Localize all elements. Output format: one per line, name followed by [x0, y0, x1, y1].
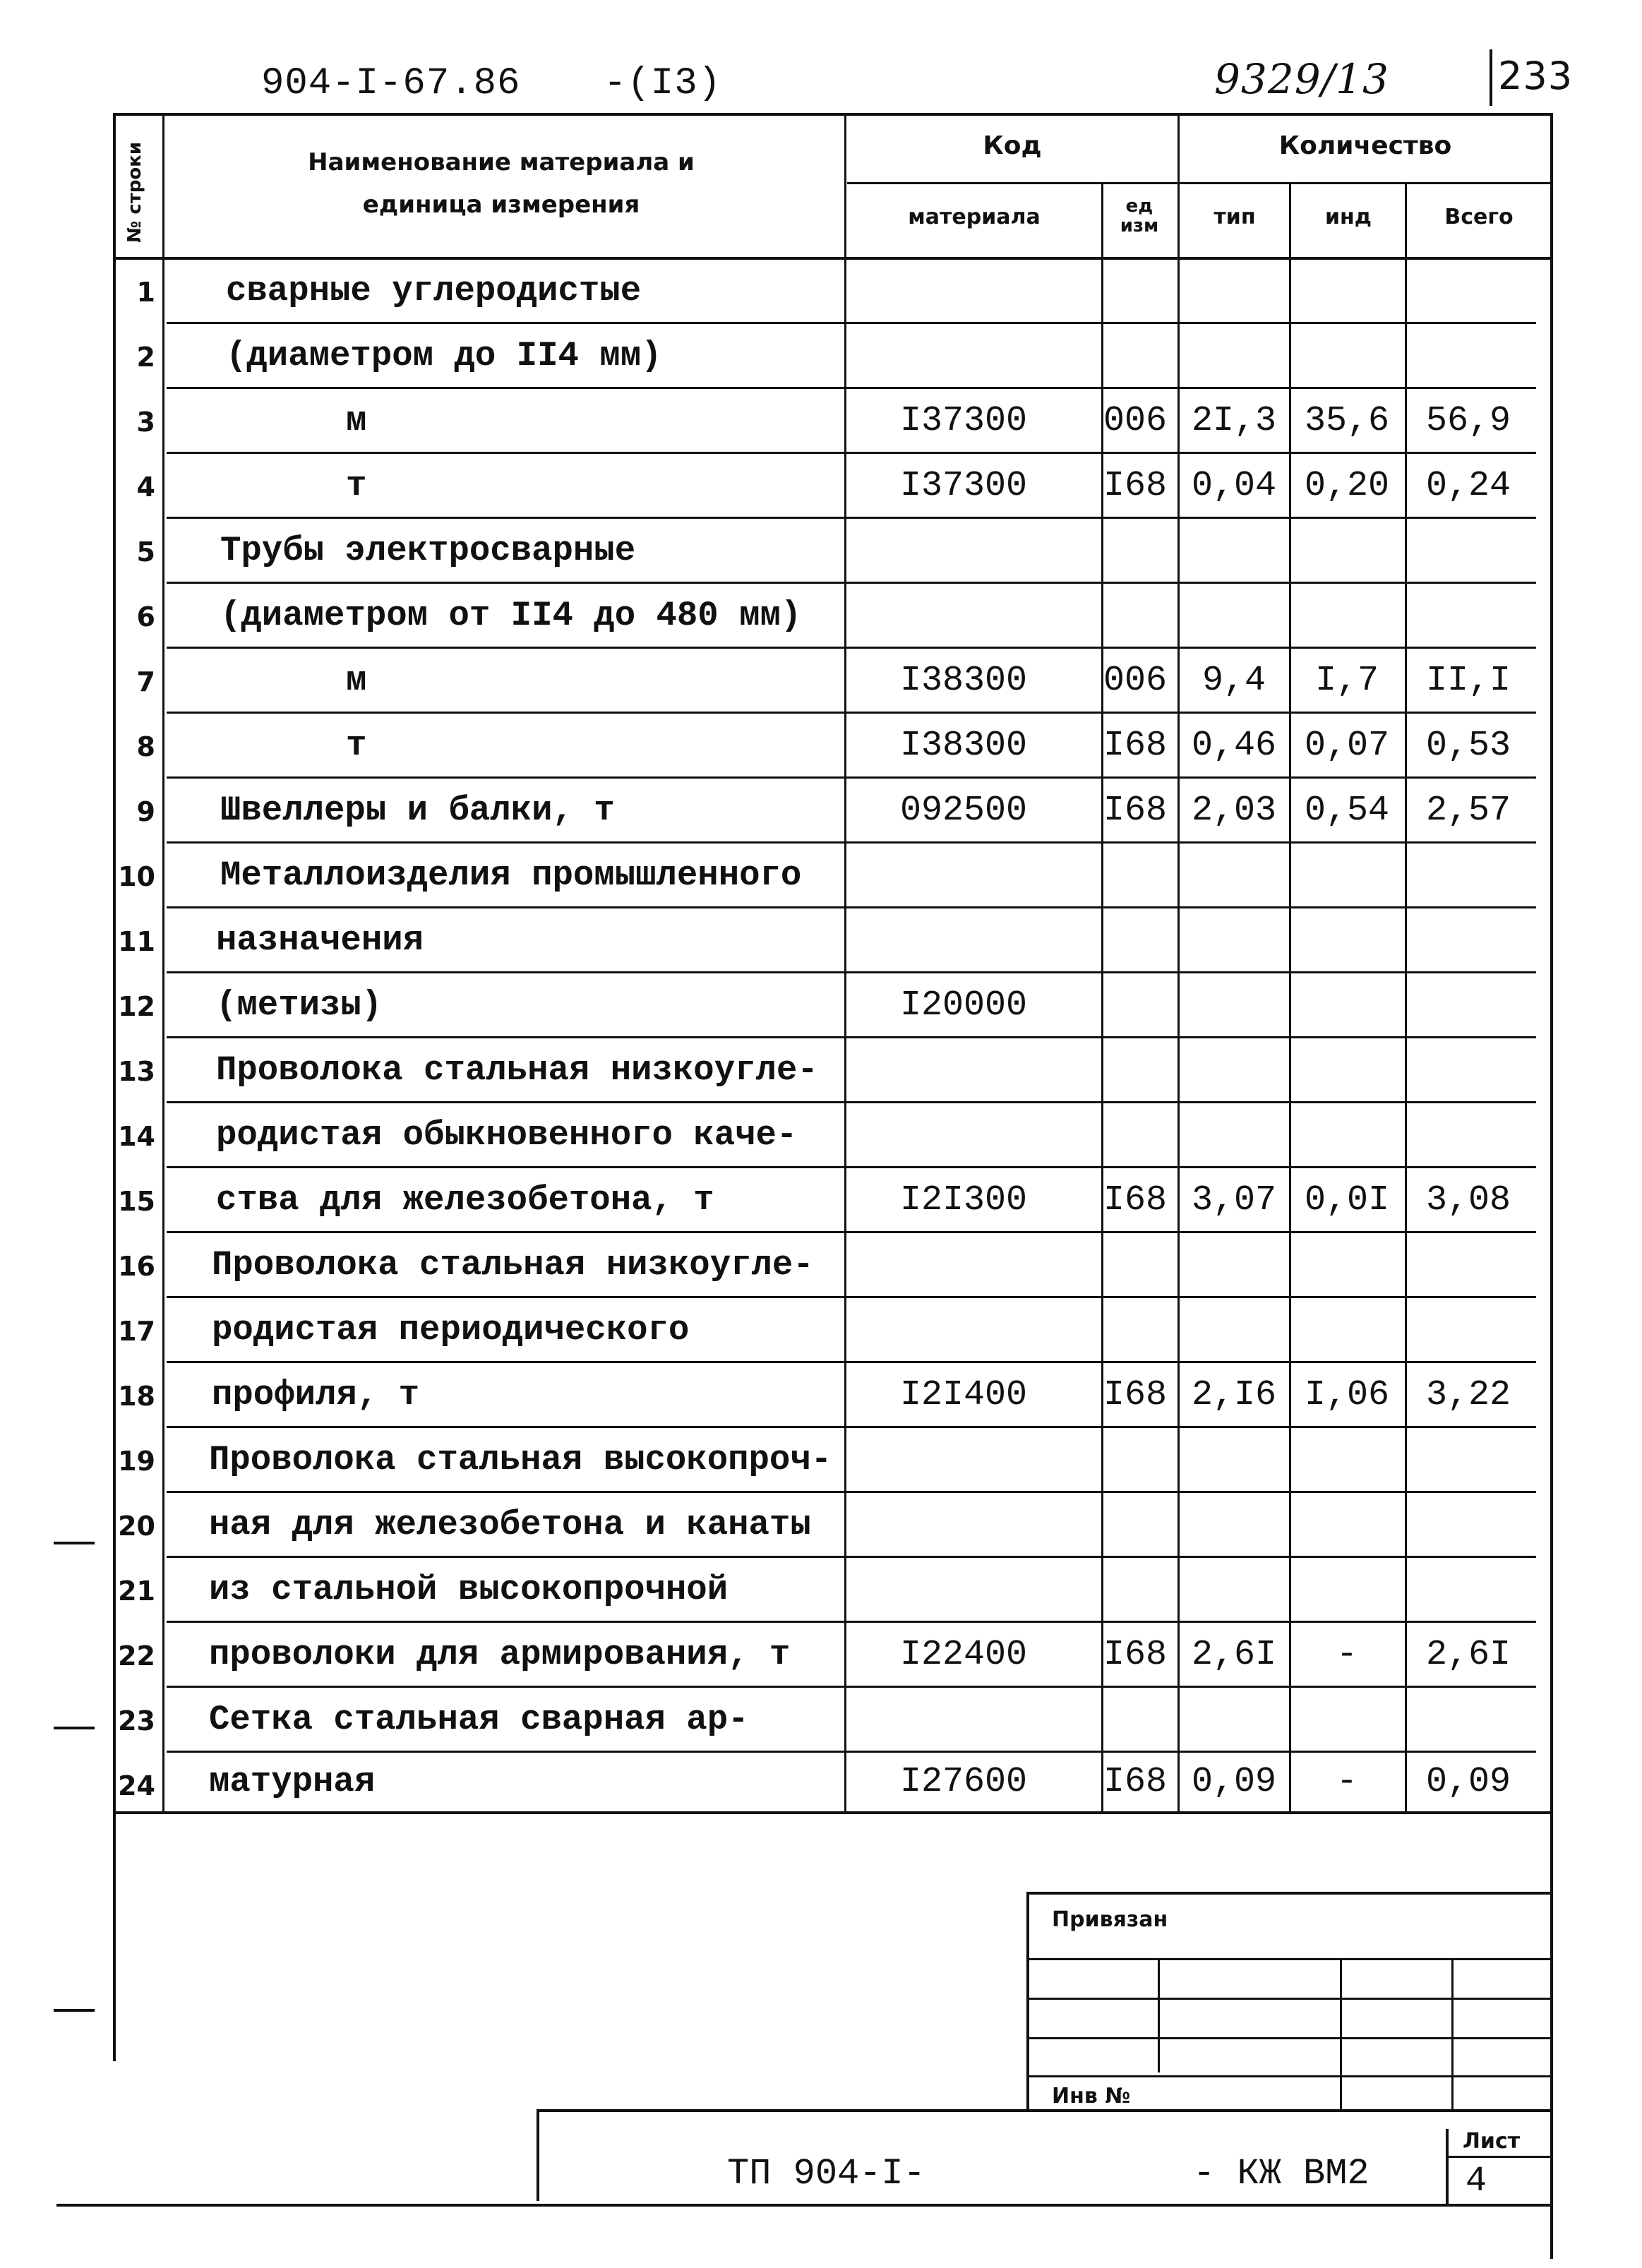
row-material-code: I38300 [899, 726, 1028, 766]
row-qty-ind: 0,54 [1304, 791, 1390, 831]
row-number: 20 [118, 1511, 155, 1542]
row-unit-code: I68 [1103, 466, 1167, 506]
row-qty-ind: I,06 [1304, 1375, 1390, 1415]
row-name: Трубы электросварные [220, 531, 636, 570]
row-separator [167, 776, 1536, 779]
row-name: матурная [209, 1762, 376, 1801]
stamp-col-line [1158, 1960, 1160, 2072]
row-qty-total: 0,09 [1425, 1762, 1511, 1802]
row-separator [167, 1426, 1536, 1428]
row-qty-total: 0,53 [1425, 726, 1511, 766]
row-number: 10 [118, 861, 155, 892]
col-name-header: Наименование материала и единица измерения [308, 148, 695, 219]
row-separator [167, 322, 1536, 324]
row-number: 9 [136, 796, 155, 827]
col-qty-group-header: Количество [1278, 131, 1452, 160]
row-name: м [346, 661, 367, 700]
row-material-code: I22400 [899, 1635, 1028, 1675]
row-qty-typ: 0,09 [1191, 1762, 1277, 1802]
row-material-code: I2I400 [899, 1375, 1028, 1415]
row-qty-total: 3,08 [1425, 1180, 1511, 1220]
row-name: м [346, 401, 367, 440]
row-number: 3 [136, 407, 155, 438]
row-separator [167, 387, 1536, 389]
row-name: т [346, 466, 367, 505]
row-number: 7 [136, 666, 155, 697]
col-code-material-header: материала [908, 205, 1041, 229]
row-separator [167, 647, 1536, 649]
table-right-border [1550, 113, 1553, 2259]
row-qty-total: 3,22 [1425, 1375, 1511, 1415]
row-number: 17 [118, 1316, 155, 1347]
row-unit-code: I68 [1103, 791, 1167, 831]
stamp-inventory-label: Инв № [1052, 2084, 1131, 2108]
row-name: назначения [216, 920, 424, 960]
row-separator [167, 1621, 1536, 1623]
row-separator [167, 1686, 1536, 1688]
row-qty-typ: 2I,3 [1191, 401, 1277, 441]
row-name: (диаметром до II4 мм) [226, 336, 662, 376]
document-part: -(I3) [604, 62, 722, 105]
row-number: 16 [118, 1251, 155, 1282]
stamp-linked-label: Привязан [1052, 1907, 1168, 1932]
row-name: сварные углеродистые [226, 271, 642, 311]
col-code-group-header: Код [983, 131, 1042, 160]
row-separator [167, 517, 1536, 519]
row-unit-code: 006 [1103, 401, 1167, 441]
stamp-top-border [1026, 1892, 1550, 1895]
row-name: Швеллеры и балки, т [220, 791, 615, 830]
table-bottom-border [113, 1811, 1553, 1814]
col-line-rownum [162, 113, 164, 1814]
row-number: 13 [118, 1056, 155, 1087]
row-separator [167, 1556, 1536, 1558]
sheet-label: Лист [1463, 2129, 1521, 2154]
row-separator [167, 906, 1536, 908]
row-separator [167, 1491, 1536, 1493]
row-number: 21 [118, 1576, 155, 1607]
row-name: проволоки для армирования, т [209, 1635, 791, 1674]
row-number: 8 [136, 731, 155, 762]
row-name: ная для железобетона и канаты [209, 1505, 811, 1544]
row-unit-code: I68 [1103, 726, 1167, 766]
row-separator [167, 971, 1536, 973]
document-designation-right: - КЖ ВМ2 [1193, 2153, 1370, 2195]
page-number: 233 [1498, 54, 1574, 98]
row-qty-typ: 2,03 [1191, 791, 1277, 831]
document-designation-left: ТП 904-I- [727, 2153, 925, 2195]
row-qty-typ: 0,04 [1191, 466, 1277, 506]
row-name: ства для железобетона, т [216, 1180, 714, 1220]
row-material-code: I20000 [899, 985, 1028, 1026]
row-number: 19 [118, 1446, 155, 1477]
row-name: родистая периодического [212, 1310, 690, 1350]
row-material-code: 092500 [899, 791, 1028, 831]
row-separator [167, 452, 1536, 454]
row-separator [167, 712, 1536, 714]
row-unit-code: 006 [1103, 661, 1167, 701]
sheet-cell-left-border [1446, 2129, 1449, 2207]
col-line-qty [1177, 113, 1180, 1814]
col-qty-ind-header: инд [1325, 205, 1372, 229]
row-separator [167, 1231, 1536, 1233]
page-number-divider [1490, 49, 1492, 106]
row-qty-total: 2,57 [1425, 791, 1511, 831]
row-name: родистая обыкновенного каче- [216, 1115, 798, 1155]
row-separator [167, 1361, 1536, 1363]
row-qty-ind: 0,20 [1304, 466, 1390, 506]
row-number: 1 [136, 277, 155, 308]
row-qty-ind: - [1336, 1762, 1358, 1802]
row-qty-ind: - [1336, 1635, 1358, 1675]
row-qty-typ: 2,6I [1191, 1635, 1277, 1675]
stamp-col-line [1340, 1960, 1342, 2111]
title-block-top-border [537, 2109, 1553, 2112]
margin-tick [54, 1727, 95, 1729]
row-number: 24 [118, 1770, 155, 1801]
row-number: 23 [118, 1705, 155, 1736]
row-name: Проволока стальная низкоугле- [216, 1050, 818, 1090]
stamp-row-line [1029, 2075, 1550, 2077]
col-qty-total-header: Всего [1444, 205, 1514, 229]
table-top-border [113, 113, 1553, 116]
row-number: 6 [136, 601, 155, 632]
row-number: 2 [136, 342, 155, 373]
stamp-row-line [1029, 1958, 1550, 1960]
row-qty-ind: 0,07 [1304, 726, 1390, 766]
row-qty-ind: 0,0I [1304, 1180, 1390, 1220]
row-material-code: I37300 [899, 401, 1028, 441]
row-material-code: I38300 [899, 661, 1028, 701]
row-number: 14 [118, 1121, 155, 1152]
row-separator [167, 1751, 1536, 1753]
row-number: 5 [136, 536, 155, 568]
row-unit-code: I68 [1103, 1375, 1167, 1415]
row-name: Проволока стальная низкоугле- [212, 1245, 814, 1285]
sheet-number: 4 [1466, 2161, 1487, 2202]
stamp-left-border [1026, 1892, 1029, 2111]
margin-tick [54, 1542, 95, 1544]
row-separator [167, 1296, 1536, 1298]
row-material-code: I2I300 [899, 1180, 1028, 1220]
col-line-name [844, 113, 846, 1814]
row-material-code: I37300 [899, 466, 1028, 506]
row-number: 11 [118, 926, 155, 957]
row-number: 12 [118, 991, 155, 1022]
table-left-border [113, 113, 116, 2061]
row-separator [167, 1166, 1536, 1168]
row-separator [167, 1101, 1536, 1103]
row-separator [167, 582, 1536, 584]
header-subdivider [847, 182, 1550, 184]
col-code-unit-header: ед изм [1120, 196, 1159, 236]
row-qty-typ: 9,4 [1201, 661, 1266, 701]
inventory-number-handwritten: 9329/13 [1214, 55, 1389, 103]
row-number: 18 [118, 1381, 155, 1412]
row-name: (диаметром от II4 до 480 мм) [220, 596, 802, 635]
row-qty-ind: I,7 [1314, 661, 1379, 701]
row-material-code: I27600 [899, 1762, 1028, 1802]
row-name: Сетка стальная сварная ар- [209, 1700, 749, 1739]
row-qty-typ: 3,07 [1191, 1180, 1277, 1220]
stamp-row-line [1029, 1998, 1550, 2000]
row-qty-total: II,I [1425, 661, 1511, 701]
sheet-cell-divider [1446, 2156, 1553, 2158]
row-name: Металлоизделия промышленного [220, 856, 802, 895]
title-block-left-border [537, 2109, 539, 2201]
row-qty-total: 56,9 [1425, 401, 1511, 441]
header-bottom-border [113, 257, 1553, 260]
row-qty-ind: 35,6 [1304, 401, 1390, 441]
row-name: т [346, 726, 367, 765]
row-number: 15 [118, 1186, 155, 1217]
row-unit-code: I68 [1103, 1180, 1167, 1220]
row-qty-total: 2,6I [1425, 1635, 1511, 1675]
row-unit-code: I68 [1103, 1762, 1167, 1802]
row-number: 22 [118, 1640, 155, 1672]
document-code: 904-I-67.86 [261, 62, 521, 105]
row-name: Проволока стальная высокопроч- [209, 1440, 832, 1480]
margin-tick [54, 2009, 95, 2012]
row-unit-code: I68 [1103, 1635, 1167, 1675]
row-qty-typ: 2,I6 [1191, 1375, 1277, 1415]
stamp-col-line [1451, 1960, 1454, 2111]
row-name: из стальной высокопрочной [209, 1570, 729, 1609]
stamp-row-line [1029, 2037, 1550, 2039]
row-name: (метизы) [216, 985, 383, 1025]
row-number: 4 [136, 472, 155, 503]
col-qty-typ-header: тип [1213, 205, 1256, 229]
row-qty-typ: 0,46 [1191, 726, 1277, 766]
row-separator [167, 1036, 1536, 1038]
row-separator [167, 841, 1536, 844]
page-bottom-line [56, 2204, 1553, 2207]
row-name: профиля, т [212, 1375, 420, 1415]
row-qty-total: 0,24 [1425, 466, 1511, 506]
